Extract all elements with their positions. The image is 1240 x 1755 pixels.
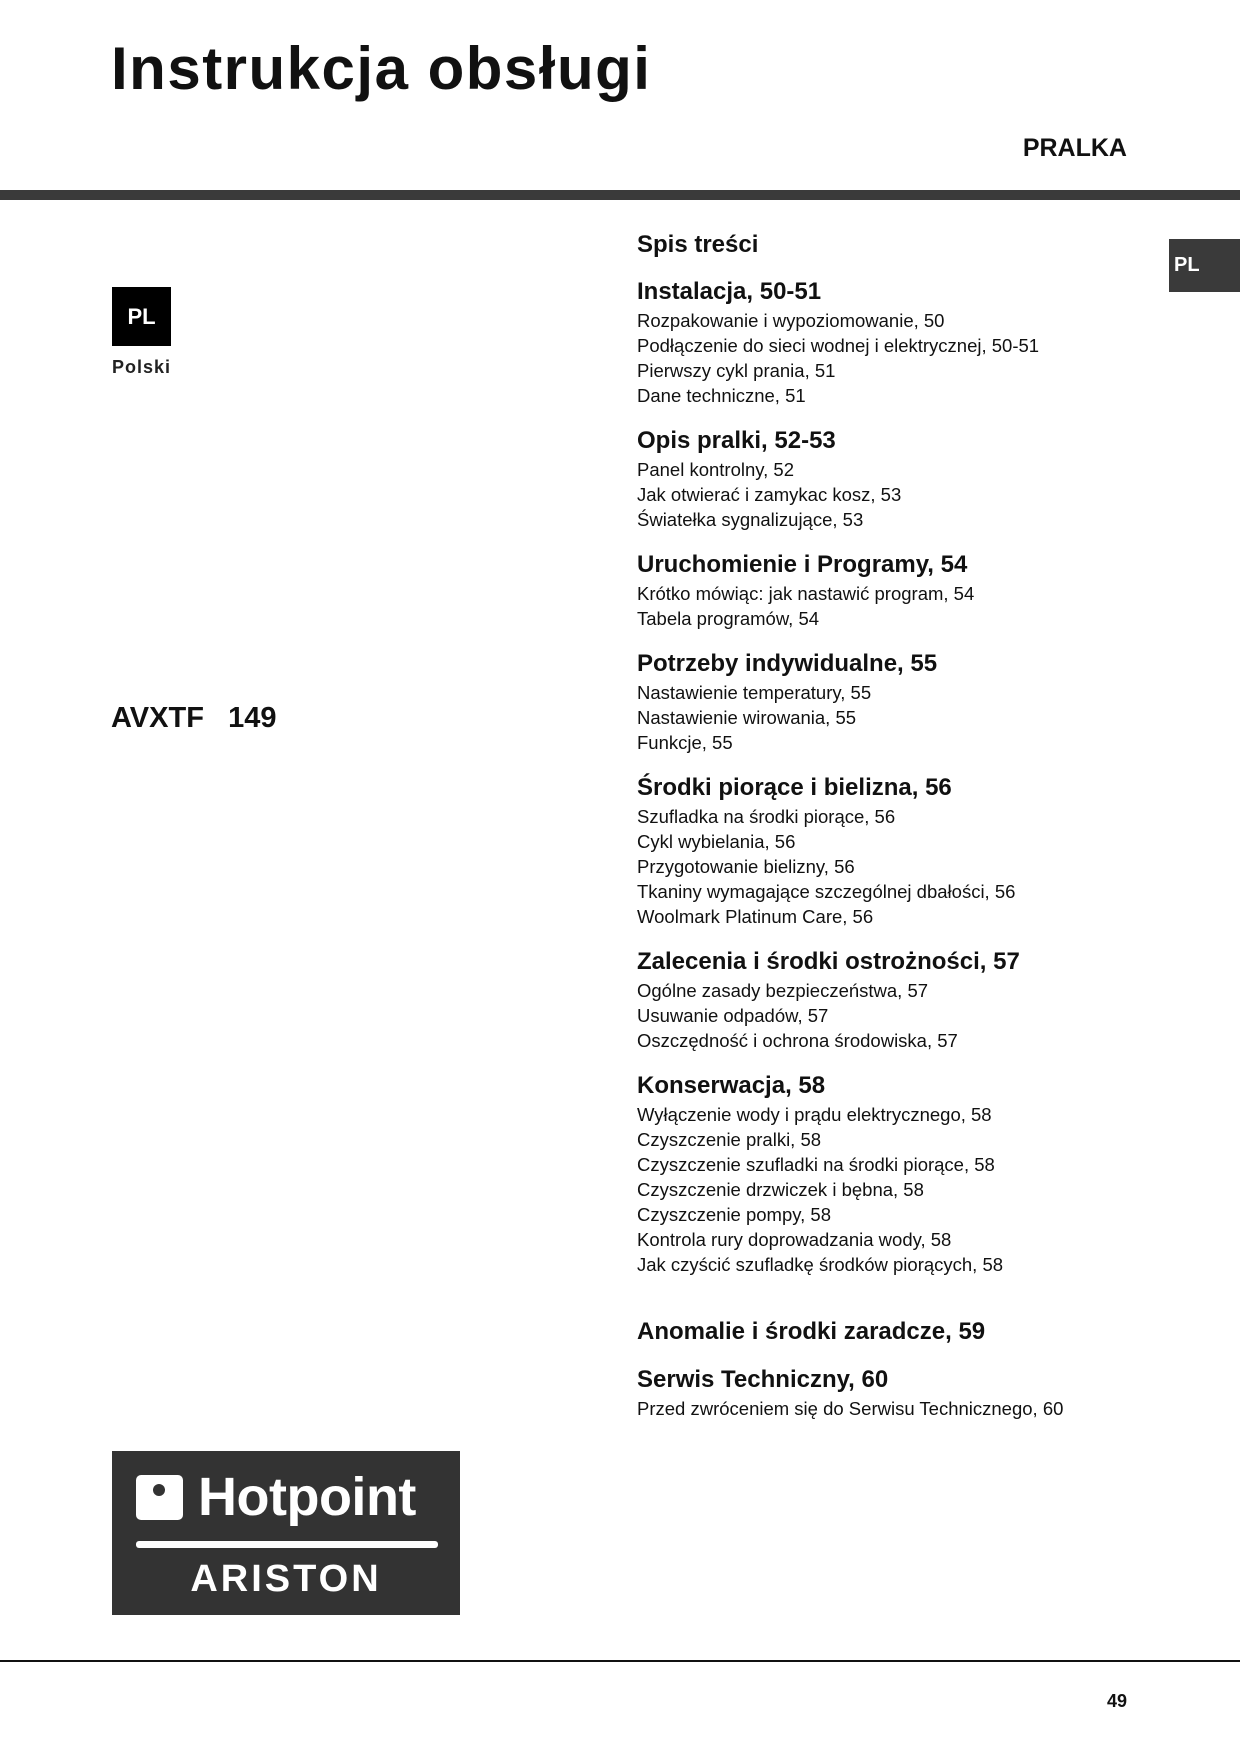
page-number: 49 bbox=[1106, 1691, 1127, 1711]
toc-item[interactable]: Czyszczenie szufladki na środki piorące, 58 bbox=[637, 1154, 995, 1175]
toc-item[interactable]: Czyszczenie pralki, 58 bbox=[637, 1129, 822, 1150]
toc-item[interactable]: Jak otwierać i zamykac kosz, 53 bbox=[637, 484, 902, 505]
toc-section-title[interactable]: Opis pralki, 52-53 bbox=[637, 427, 836, 454]
toc-item[interactable]: Funkcje, 55 bbox=[637, 732, 733, 753]
toc-section-description bbox=[637, 426, 1157, 532]
toc-item[interactable]: Szufladka na środki piorące, 56 bbox=[637, 806, 896, 827]
language-name: Polski bbox=[112, 357, 172, 377]
table-of-contents bbox=[637, 231, 1157, 1439]
toc-item[interactable]: Pierwszy cykl prania, 51 bbox=[637, 360, 836, 381]
toc-section-maintenance bbox=[637, 1071, 1157, 1277]
toc-item[interactable]: Wyłączenie wody i prądu elektrycznego, 58 bbox=[637, 1104, 992, 1125]
toc-heading: Spis treści bbox=[637, 231, 759, 258]
toc-section-detergents bbox=[637, 773, 1157, 929]
toc-item[interactable]: Tkaniny wymagające szczególnej dbałości, 56 bbox=[637, 881, 1016, 902]
toc-section-installation bbox=[637, 277, 1157, 408]
toc-section-individual-needs bbox=[637, 649, 1157, 755]
toc-item[interactable]: Nastawienie temperatury, 55 bbox=[637, 682, 872, 703]
page-title: Instrukcja obsługi bbox=[111, 35, 652, 102]
toc-section-title[interactable]: Uruchomienie i Programy, 54 bbox=[637, 551, 968, 578]
toc-section-title[interactable]: Konserwacja, 58 bbox=[637, 1072, 826, 1099]
toc-item[interactable]: Krótko mówiąc: jak nastawić program, 54 bbox=[637, 583, 975, 604]
toc-section-title[interactable]: Środki piorące i bielizna, 56 bbox=[637, 774, 952, 801]
toc-item[interactable]: Cykl wybielania, 56 bbox=[637, 831, 796, 852]
logo-sub-text: ARISTON bbox=[190, 1558, 382, 1600]
bottom-divider bbox=[0, 1660, 1240, 1662]
hotpoint-ariston-logo bbox=[112, 1451, 460, 1615]
toc-item[interactable]: Usuwanie odpadów, 57 bbox=[637, 1005, 829, 1026]
toc-item[interactable]: Nastawienie wirowania, 55 bbox=[637, 707, 857, 728]
logo-divider bbox=[136, 1541, 438, 1548]
toc-item[interactable]: Panel kontrolny, 52 bbox=[637, 459, 795, 480]
toc-section-safety bbox=[637, 947, 1157, 1053]
toc-section-programs bbox=[637, 550, 1157, 631]
model-number: AVXTF 149 bbox=[111, 702, 277, 734]
toc-section-title[interactable]: Potrzeby indywidualne, 55 bbox=[637, 650, 938, 677]
toc-item[interactable]: Przygotowanie bielizny, 56 bbox=[637, 856, 855, 877]
toc-item[interactable]: Kontrola rury doprowadzania wody, 58 bbox=[637, 1229, 952, 1250]
toc-section-title[interactable]: Instalacja, 50-51 bbox=[637, 278, 822, 305]
brand-mark-icon bbox=[136, 1475, 183, 1520]
product-label: PRALKA bbox=[1022, 134, 1127, 162]
logo-brand-text: Hotpoint bbox=[198, 1467, 416, 1527]
toc-section-service bbox=[637, 1365, 1157, 1421]
top-divider bbox=[0, 190, 1240, 200]
toc-item[interactable]: Jak czyścić szufladkę środków piorących, 58 bbox=[637, 1254, 1004, 1275]
toc-item[interactable]: Dane techniczne, 51 bbox=[637, 385, 806, 406]
toc-item[interactable]: Ogólne zasady bezpieczeństwa, 57 bbox=[637, 980, 929, 1001]
language-code-badge: PL bbox=[112, 287, 171, 346]
language-side-tab: PL bbox=[1169, 239, 1240, 292]
toc-section-title[interactable]: Zalecenia i środki ostrożności, 57 bbox=[637, 948, 1020, 975]
toc-item[interactable]: Podłączenie do sieci wodnej i elektrycznej, 50-51 bbox=[637, 335, 1040, 356]
toc-item[interactable]: Rozpakowanie i wypoziomowanie, 50 bbox=[637, 310, 945, 331]
toc-section-title[interactable]: Serwis Techniczny, 60 bbox=[637, 1366, 889, 1393]
toc-item[interactable]: Przed zwróceniem się do Serwisu Technicznego, 60 bbox=[637, 1398, 1064, 1419]
toc-item[interactable]: Woolmark Platinum Care, 56 bbox=[637, 906, 874, 927]
toc-item[interactable]: Oszczędność i ochrona środowiska, 57 bbox=[637, 1030, 958, 1051]
toc-item[interactable]: Czyszczenie pompy, 58 bbox=[637, 1204, 831, 1225]
toc-item[interactable]: Światełka sygnalizujące, 53 bbox=[637, 509, 864, 530]
toc-item[interactable]: Czyszczenie drzwiczek i bębna, 58 bbox=[637, 1179, 924, 1200]
toc-item[interactable]: Tabela programów, 54 bbox=[637, 608, 820, 629]
toc-section-title[interactable]: Anomalie i środki zaradcze, 59 bbox=[637, 1318, 986, 1345]
toc-section-troubleshooting bbox=[637, 1317, 1157, 1347]
